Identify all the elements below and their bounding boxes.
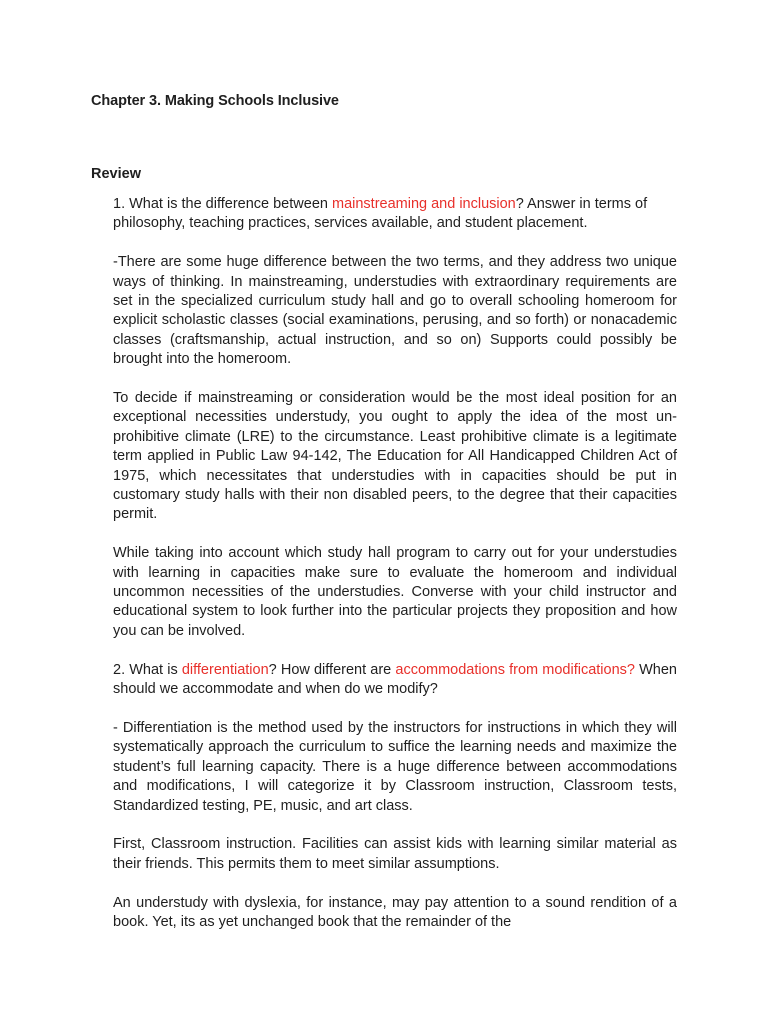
chapter-title: Chapter 3. Making Schools Inclusive (91, 93, 339, 109)
question-2-prefix: 2. What is (113, 661, 182, 678)
section-heading-review: Review (91, 166, 141, 182)
answer-1-paragraph-1: -There are some huge difference between the two terms, and they address two unique ways of thinking. In mainstreaming, understudies with extraordinary requirements are set in the specialized curriculum study hall and go to overall schooling homeroom for explicit scholastic classes (social examinations, perusing, and so forth) or nonacademic classes (craftsmanship, actual instruction, and so on) Supports could possibly be brought into the homeroom. (113, 254, 677, 368)
answer-1-paragraph-2: To decide if mainstreaming or consideration would be the most ideal position for an exceptional necessities understudy, you ought to apply the idea of the most un-prohibitive climate (LRE) to the circumstance. Least prohibitive climate is a legitimate term applied in Public Law 94-142, The Education for All Handicapped Children Act of 1975, which necessitates that understudies with in capacities should be put in customary study halls with their non disabled peers, to the degree that their capacities permit. (113, 390, 677, 523)
document-body (113, 195, 677, 952)
question-1-suffix: ? Answer in terms of philosophy, teaching practices, services available, and student placement. (113, 196, 648, 232)
answer-2-paragraph-1: - Differentiation is the method used by the instructors for instructions in which they will systematically approach the curriculum to suffice the learning needs and maximize the student’s full learning capacity. There is a huge difference between accommodations and modifications, I will categorize it by Classroom instruction, Classroom tests, Standardized testing, PE, music, and art class. (113, 719, 677, 814)
question-2-suffix: When should we accommodate and when do we modify? (113, 661, 677, 698)
answer-1-paragraph-3: While taking into account which study hall program to carry out for your understudies with learning in capacities make sure to evaluate the homeroom and individual uncommon necessities of the understudies. Converse with your child instructor and educational system to look further into the particular projects they proposition and how you can be involved. (113, 545, 677, 639)
question-1-highlight: mainstreaming and inclusion (331, 196, 516, 212)
question-1 (113, 195, 677, 234)
answer-2-paragraph-2: First, Classroom instruction. Facilities can assist kids with learning similar material as their friends. This permits them to meet similar assumptions. (113, 836, 677, 872)
question-2-highlight-accommodations: accommodations from modifications? (395, 661, 635, 678)
question-2 (113, 661, 677, 700)
question-2-middle: ? How different are (268, 661, 396, 678)
question-2-highlight-differentiation: differentiation (181, 661, 269, 678)
answer-2-paragraph-3: An understudy with dyslexia, for instance, may pay attention to a sound rendition of a book. Yet, its as yet unchanged book that the remainder of the (113, 894, 677, 930)
question-1-prefix: 1. What is the difference between (113, 196, 332, 212)
